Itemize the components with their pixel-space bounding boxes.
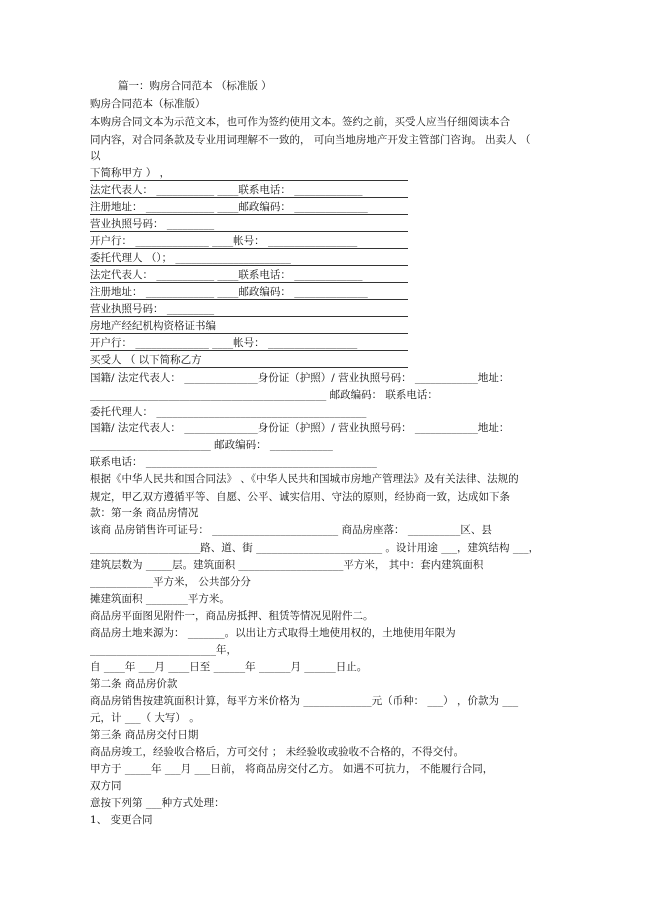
article-three-line: 甲方于 _____年 ___月 ___日前， 将商品房交付乙方。 如遇不可抗力， 不能履行合同， (90, 763, 494, 775)
article-one-line: ________________________年， (90, 644, 237, 656)
form-rule (90, 333, 408, 334)
article-two-line: 元，计 ___（ 大写） 。 (90, 712, 200, 724)
form-rule (90, 197, 408, 198)
seller-agent-line: 委托代理人 （）； ______________________ (90, 252, 291, 264)
form-rule (90, 316, 408, 317)
legal-basis-line: 规定，甲乙双方遵循平等、自愿、公平、诚实信用、守法的原则，经协商一致，达成如下条 (90, 491, 510, 503)
article-one-line: 商品房平面图见附件一，商品房抵押、租赁等情况见附件二。 (90, 610, 374, 622)
seller-address-line: 注册地址： _____________ ____邮政编码： ______________ (90, 201, 368, 213)
form-rule (90, 180, 408, 181)
article-one-line: 该商 品房销售许可证号： ________________________ 商品房座落： __________区、县 (90, 524, 492, 536)
article-three-line: 意按下列第 ___种方式处理： (90, 797, 225, 809)
broker-certificate-line: 房地产经纪机构资格证书编 (90, 320, 216, 332)
form-rule (90, 265, 408, 266)
seller-legal-rep-line: 法定代表人： ___________ ____联系电话： _____________ (90, 184, 363, 196)
intro-paragraph-line: 同内容，对合同条款及专业用词理解不一致的， 可向当地房地产开发主管部门咨询。 出卖人 （ (90, 134, 531, 146)
seller-bank-line: 开户行： ______________ ____帐号： _________________ (90, 235, 358, 247)
article-one-heading: 款：第一条 商品房情况 (90, 507, 199, 519)
buyer-heading: 买受人 （ 以下简称乙方 (90, 354, 202, 366)
document-title: 篇一：购房合同范本 （标准版 ） (118, 80, 272, 92)
seller-license-line: 营业执照号码： _________ (90, 303, 215, 315)
article-one-line: ____________平方米， 公共部分分 (90, 576, 251, 588)
form-rule (90, 282, 408, 283)
option-item: 1、 变更合同 (90, 814, 153, 826)
intro-paragraph-line: 本购房合同文本为示范文本，也可作为签约使用文本。签约之前，买受人应当仔细阅读本合 (90, 116, 510, 128)
form-rule (90, 248, 408, 249)
buyer-identity-line: 国籍/ 法定代表人： ______________身份证（护照）/ 营业执照号码： ____________地址： (90, 372, 510, 384)
article-one-line: 建筑层数为 _____层。建筑面积 ____________________平方米， 其中：套内建筑面积 (90, 559, 484, 571)
article-two-line: 商品房销售按建筑面积计算，每平方米价格为 _____________元（币种： ___） ，价款为 ___ (90, 695, 519, 707)
form-rule (90, 299, 408, 300)
seller-license-line: 营业执照号码： _________ (90, 218, 215, 230)
article-two-heading: 第二条 商品房价款 (90, 678, 178, 690)
buyer-identity-line: 国籍/ 法定代表人： ______________身份证（护照）/ 营业执照号码： ____________地址： (90, 422, 510, 434)
form-rule (90, 214, 408, 215)
buyer-postcode-line: _______________________ 邮政编码： ____________ (90, 439, 333, 451)
intro-paragraph-line: 以 (90, 150, 101, 162)
article-one-line: 自 ____年 ___月 ____日至 ______年 ______月 ______日止。 (90, 661, 368, 673)
legal-basis-line: 根据《中华人民共和国合同法》 、《中华人民共和国城市房地产管理法》及有关法律、法规的 (90, 473, 519, 485)
article-one-line: 摊建筑面积 ________平方米。 (90, 593, 230, 605)
form-rule (90, 367, 408, 368)
buyer-phone-line: 联系电话： ____________________________________________ (90, 456, 377, 468)
buyer-postcode-line: _____________________________________________ 邮政编码： 联系电话： (90, 389, 438, 401)
buyer-agent-line: 委托代理人： ________________________________________ (90, 406, 367, 418)
seller-address-line: 注册地址： _____________ ____邮政编码： ______________ (90, 286, 368, 298)
article-three-line: 双方同 (90, 780, 122, 792)
seller-bank-line: 开户行： ______________ ____帐号： _________________ (90, 337, 358, 349)
document-subtitle: 购房合同范本（标准版） (90, 98, 206, 110)
seller-heading: 下简称甲方 ） ， (90, 167, 171, 179)
form-rule (90, 350, 408, 351)
article-three-line: 商品房竣工，经验收合格后，方可交付 ； 未经验收或验收不合格的，不得交付。 (90, 746, 465, 758)
article-one-line: _____________________路、道、街 ________________________ 。设计用途 ___，建筑结构 ___， (90, 542, 540, 554)
article-one-line: 商品房土地来源为： _______。以出让方式取得土地使用权的，土地使用年限为 (90, 627, 456, 639)
seller-legal-rep-line: 法定代表人： ___________ ____联系电话： _____________ (90, 269, 363, 281)
article-three-heading: 第三条 商品房交付日期 (90, 729, 199, 741)
form-rule (90, 231, 408, 232)
